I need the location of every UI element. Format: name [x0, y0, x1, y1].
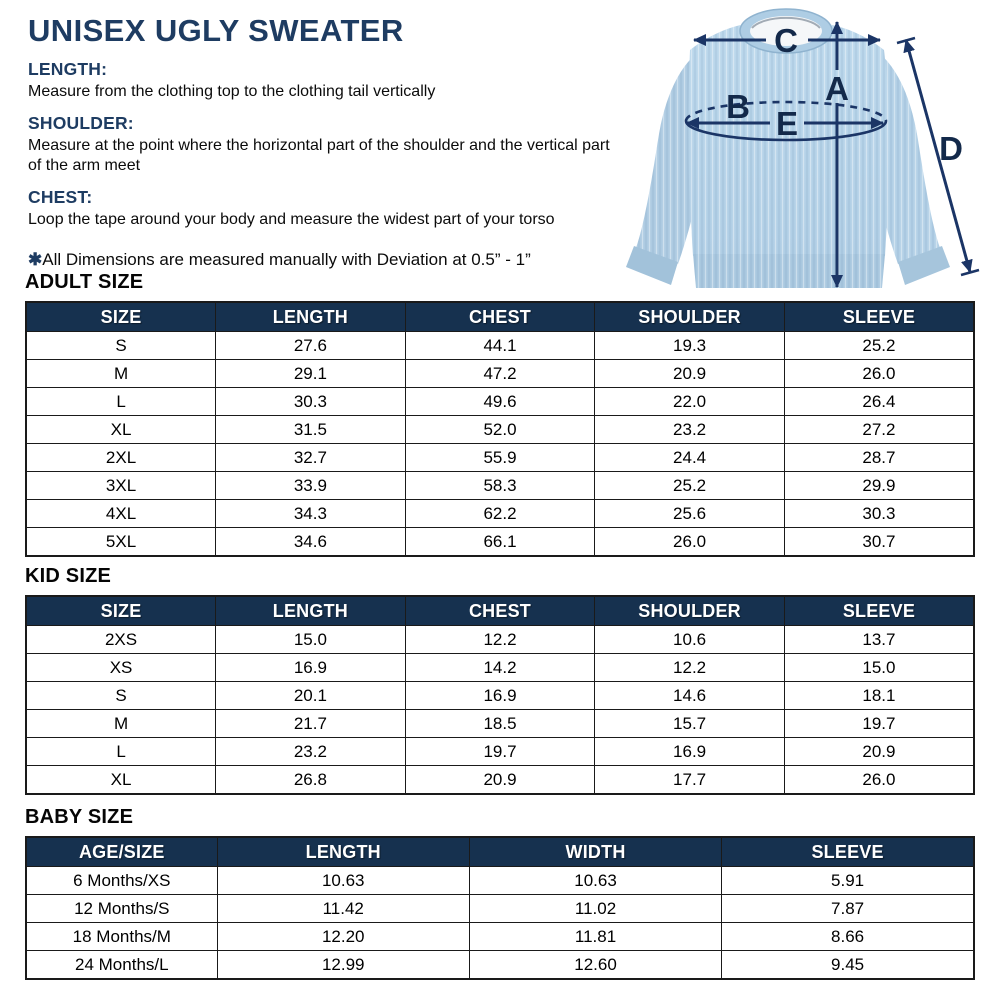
instruction-length — [28, 59, 623, 102]
table-row — [26, 626, 974, 654]
deviation-note — [28, 250, 623, 270]
table-cell: 19.3 — [595, 332, 785, 360]
table-cell: 2XS — [26, 626, 216, 654]
table-cell: 28.7 — [784, 444, 974, 472]
table-cell: 5XL — [26, 528, 216, 557]
intro-block — [28, 14, 623, 270]
column-header: SIZE — [26, 596, 216, 626]
column-header: LENGTH — [216, 596, 406, 626]
table-cell: 17.7 — [595, 766, 785, 795]
label-width: E — [775, 105, 799, 142]
table-row — [26, 472, 974, 500]
instruction-text: Measure at the point where the horizontal part of the shoulder and the vertical part of the arm meet — [28, 137, 610, 175]
table-cell: 22.0 — [595, 388, 785, 416]
table-row — [26, 738, 974, 766]
table-cell: 30.3 — [784, 500, 974, 528]
table-cell: 16.9 — [216, 654, 406, 682]
table-cell: 34.6 — [216, 528, 406, 557]
table-cell: 2XL — [26, 444, 216, 472]
column-header: WIDTH — [469, 837, 721, 867]
kid-size-table — [25, 595, 975, 795]
column-header: LENGTH — [216, 302, 406, 332]
table-cell: M — [26, 360, 216, 388]
table-cell: 15.0 — [784, 654, 974, 682]
table-cell: 12.60 — [469, 951, 721, 980]
baby-size-section — [25, 806, 975, 980]
table-cell: 19.7 — [405, 738, 595, 766]
instruction-text: Measure from the clothing top to the clothing tail vertically — [28, 83, 436, 101]
section-title-baby: BABY SIZE — [25, 806, 134, 828]
table-cell: 47.2 — [405, 360, 595, 388]
table-cell: 11.02 — [469, 895, 721, 923]
table-cell: 20.9 — [595, 360, 785, 388]
table-cell: 9.45 — [722, 951, 974, 980]
table-row — [26, 682, 974, 710]
table-cell: 16.9 — [595, 738, 785, 766]
table-cell: 34.3 — [216, 500, 406, 528]
table-row — [26, 766, 974, 795]
instruction-heading: SHOULDER: — [28, 113, 134, 134]
table-row — [26, 444, 974, 472]
table-cell: 25.2 — [784, 332, 974, 360]
page-title: UNISEX UGLY SWEATER — [28, 13, 404, 48]
table-row — [26, 654, 974, 682]
table-cell: 27.2 — [784, 416, 974, 444]
table-cell: 32.7 — [216, 444, 406, 472]
table-cell: 12.2 — [595, 654, 785, 682]
column-header: SHOULDER — [595, 596, 785, 626]
table-cell: 30.7 — [784, 528, 974, 557]
table-cell: 27.6 — [216, 332, 406, 360]
table-row — [26, 416, 974, 444]
table-cell: 18.5 — [405, 710, 595, 738]
table-row — [26, 360, 974, 388]
instruction-shoulder — [28, 113, 623, 176]
label-chest: B — [726, 88, 750, 125]
table-cell: 31.5 — [216, 416, 406, 444]
column-header: SIZE — [26, 302, 216, 332]
table-header-row — [26, 302, 974, 332]
table-cell: S — [26, 682, 216, 710]
table-cell: XL — [26, 766, 216, 795]
column-header: SHOULDER — [595, 302, 785, 332]
table-row — [26, 528, 974, 557]
table-cell: 24 Months/L — [26, 951, 217, 980]
table-cell: 29.1 — [216, 360, 406, 388]
table-cell: 12 Months/S — [26, 895, 217, 923]
instruction-heading: CHEST: — [28, 187, 93, 208]
table-cell: 26.0 — [784, 766, 974, 795]
table-cell: 62.2 — [405, 500, 595, 528]
label-sleeve: D — [939, 130, 963, 167]
table-cell: 15.0 — [216, 626, 406, 654]
table-cell: 44.1 — [405, 332, 595, 360]
table-cell: 26.0 — [595, 528, 785, 557]
column-header: SLEEVE — [784, 596, 974, 626]
column-header: SLEEVE — [784, 302, 974, 332]
instruction-text: Loop the tape around your body and measure the widest part of your torso — [28, 211, 555, 229]
table-row — [26, 710, 974, 738]
table-cell: L — [26, 738, 216, 766]
table-cell: 20.9 — [784, 738, 974, 766]
table-cell: 15.7 — [595, 710, 785, 738]
table-cell: XS — [26, 654, 216, 682]
table-header-row — [26, 837, 974, 867]
table-cell: 12.2 — [405, 626, 595, 654]
table-cell: M — [26, 710, 216, 738]
table-cell: S — [26, 332, 216, 360]
table-cell: 12.99 — [217, 951, 469, 980]
table-row — [26, 388, 974, 416]
table-row — [26, 951, 974, 980]
label-length: A — [825, 70, 849, 107]
table-cell: 4XL — [26, 500, 216, 528]
table-cell: 13.7 — [784, 626, 974, 654]
table-cell: 20.9 — [405, 766, 595, 795]
deviation-note-text: All Dimensions are measured manually with Deviation at 0.5” - 1” — [42, 250, 531, 270]
column-header: CHEST — [405, 596, 595, 626]
table-cell: 49.6 — [405, 388, 595, 416]
table-row — [26, 867, 974, 895]
table-cell: 18.1 — [784, 682, 974, 710]
column-header: SLEEVE — [722, 837, 974, 867]
table-cell: 14.6 — [595, 682, 785, 710]
baby-size-table — [25, 836, 975, 980]
table-cell: 10.6 — [595, 626, 785, 654]
table-cell: XL — [26, 416, 216, 444]
adult-size-section — [25, 271, 975, 557]
adult-size-table — [25, 301, 975, 557]
section-title-adult: ADULT SIZE — [25, 271, 144, 293]
table-cell: 12.20 — [217, 923, 469, 951]
table-cell: 26.0 — [784, 360, 974, 388]
table-cell: 19.7 — [784, 710, 974, 738]
table-cell: 10.63 — [217, 867, 469, 895]
table-cell: 29.9 — [784, 472, 974, 500]
table-cell: 66.1 — [405, 528, 595, 557]
table-cell: 25.6 — [595, 500, 785, 528]
table-cell: 11.81 — [469, 923, 721, 951]
table-cell: 24.4 — [595, 444, 785, 472]
table-cell: 58.3 — [405, 472, 595, 500]
label-shoulder: C — [774, 22, 798, 59]
table-cell: L — [26, 388, 216, 416]
table-cell: 26.4 — [784, 388, 974, 416]
instruction-heading: LENGTH: — [28, 59, 108, 80]
table-row — [26, 923, 974, 951]
table-cell: 10.63 — [469, 867, 721, 895]
instruction-chest — [28, 187, 623, 230]
table-cell: 6 Months/XS — [26, 867, 217, 895]
table-cell: 33.9 — [216, 472, 406, 500]
table-cell: 25.2 — [595, 472, 785, 500]
table-cell: 21.7 — [216, 710, 406, 738]
table-cell: 30.3 — [216, 388, 406, 416]
table-cell: 5.91 — [722, 867, 974, 895]
table-cell: 23.2 — [595, 416, 785, 444]
section-title-kid: KID SIZE — [25, 565, 112, 587]
table-cell: 8.66 — [722, 923, 974, 951]
table-cell: 20.1 — [216, 682, 406, 710]
table-cell: 11.42 — [217, 895, 469, 923]
table-cell: 55.9 — [405, 444, 595, 472]
kid-size-section — [25, 565, 975, 795]
column-header: LENGTH — [217, 837, 469, 867]
table-cell: 16.9 — [405, 682, 595, 710]
column-header: AGE/SIZE — [26, 837, 217, 867]
table-cell: 26.8 — [216, 766, 406, 795]
table-cell: 14.2 — [405, 654, 595, 682]
sweater-measurement-diagram — [620, 0, 1000, 300]
table-row — [26, 500, 974, 528]
table-cell: 3XL — [26, 472, 216, 500]
asterisk-icon: ✱ — [28, 250, 43, 270]
table-cell: 23.2 — [216, 738, 406, 766]
table-row — [26, 332, 974, 360]
table-row — [26, 895, 974, 923]
table-cell: 7.87 — [722, 895, 974, 923]
column-header: CHEST — [405, 302, 595, 332]
table-header-row — [26, 596, 974, 626]
table-cell: 18 Months/M — [26, 923, 217, 951]
table-cell: 52.0 — [405, 416, 595, 444]
